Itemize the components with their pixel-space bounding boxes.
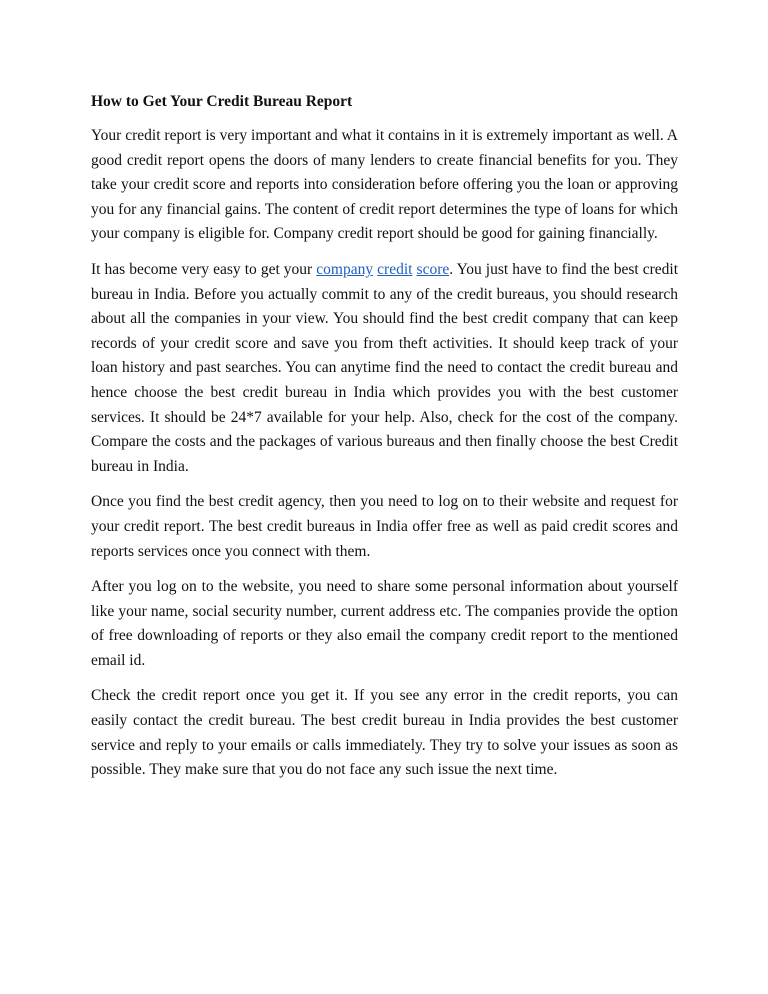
paragraph-2-text-start: It has become very easy to get your [91, 260, 317, 278]
document-title: How to Get Your Credit Bureau Report [91, 93, 353, 110]
link-score[interactable]: score [416, 260, 450, 278]
paragraph-2 [91, 258, 678, 479]
document-page [91, 90, 678, 794]
link-company[interactable]: company [316, 260, 374, 278]
paragraph-1: Your credit report is very important and what it contains in it is extremely important as well. A good credit report opens the doors of many lenders to create financial benefits for you. They take your credit score and reports into consideration before offering you the loan or approving you for any financial gains. The content of credit report determines the type of loans for which your company is eligible for. Company credit report should be good for gaining financially. [91, 127, 678, 243]
paragraph-4: After you log on to the website, you need to share some personal information about yourself like your name, social security number, current address etc. The companies provide the option of free downloading of reports or they also email the company credit report to the mentioned email id. [91, 578, 678, 669]
link-credit[interactable]: credit [377, 260, 413, 278]
paragraph-5: Check the credit report once you get it. If you see any error in the credit reports, you can easily contact the credit bureau. The best credit bureau in India provides the best customer service and reply to your emails or calls immediately. They try to solve your issues as soon as possible. They make sure that you do not face any such issue the next time. [91, 687, 678, 779]
paragraph-2-text-end: . You just have to find the best credit bureau in India. Before you actually commit to any of the credit bureaus, you should research about all the companies in your view. You should find the best credit company that can keep records of your credit score and save you from theft activities. It should keep track of your loan history and past searches. You can anytime find the need to contact the credit bureau and hence choose the best credit bureau in India which provides you with the best customer services. It should be 24*7 available for your help. Also, check for the cost of the company. Compare the costs and the packages of various bureaus and then finally choose the best Credit bureau in India. [91, 260, 679, 475]
paragraph-3: Once you find the best credit agency, then you need to log on to their website and request for your credit report. The best credit bureaus in India offer free as well as paid credit scores and reports services once you connect with them. [91, 493, 678, 560]
